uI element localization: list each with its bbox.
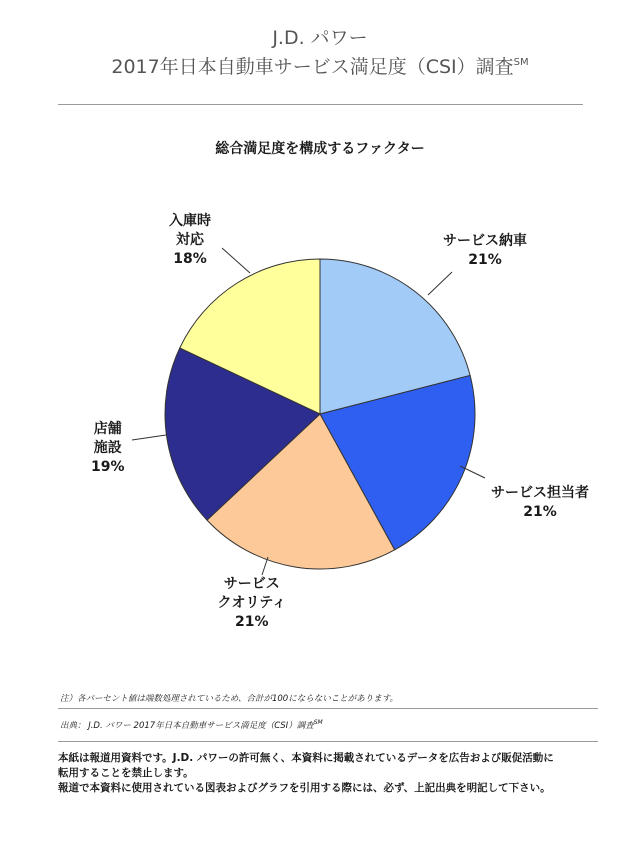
- slice-label-text: サービス: [223, 576, 280, 592]
- leader-line: [132, 435, 166, 440]
- source-divider: [58, 741, 598, 742]
- disclaimer-line: 報道で本資料に使用されている図表およびグラフを引用する際には、必ず、上記出典を明記して下さい。: [58, 782, 551, 794]
- leader-line: [222, 248, 250, 273]
- slice-label-text: 施設: [93, 440, 122, 456]
- slice-label-text: 対応: [176, 232, 204, 248]
- footnote-divider: [58, 708, 598, 709]
- slice-value-label: 21%: [523, 504, 557, 520]
- slice-label: [491, 484, 589, 522]
- slice-value-label: 19%: [91, 459, 125, 475]
- disclaimer-line: 転用することを禁止します。: [58, 767, 194, 779]
- service-mark: SM: [513, 57, 529, 68]
- source-citation: [60, 719, 323, 731]
- source-text: 出典： J.D. パワー 2017年日本自動車サービス満足度（CSI）調査: [60, 721, 314, 731]
- slice-label-text: サービス担当者: [491, 485, 589, 501]
- leader-line: [428, 272, 452, 295]
- slice-label-text: クオリティ: [217, 595, 287, 611]
- slice-label: [443, 232, 527, 270]
- source-service-mark: SM: [313, 719, 323, 727]
- slice-label-text: サービス納車: [443, 233, 527, 249]
- footnote: 注）各パーセント値は端数処理されているため、合計が100にならないことがあります。: [60, 694, 399, 704]
- slice-label: [169, 212, 211, 269]
- brand-name: J.D. パワー: [272, 27, 368, 49]
- slice-label-text: 店舗: [93, 421, 122, 437]
- slice-value-label: 18%: [173, 251, 207, 267]
- slice-label: [91, 420, 125, 477]
- slice-value-label: 21%: [468, 252, 502, 268]
- pie-slices: [165, 259, 475, 569]
- leader-line: [262, 557, 268, 575]
- slice-label-text: 入庫時: [169, 213, 211, 229]
- disclaimer-line: 本紙は報道用資料です。J.D. パワーの許可無く、本資料に掲載されているデータを広告および販促活動に: [58, 752, 554, 764]
- slice-value-label: 21%: [235, 614, 269, 630]
- slice-label: [218, 575, 287, 632]
- chart-title: 総合満足度を構成するファクター: [215, 141, 425, 157]
- disclaimer: [58, 751, 603, 796]
- survey-title-text: 2017年日本自動車サービス満足度（CSI）調査: [111, 56, 514, 78]
